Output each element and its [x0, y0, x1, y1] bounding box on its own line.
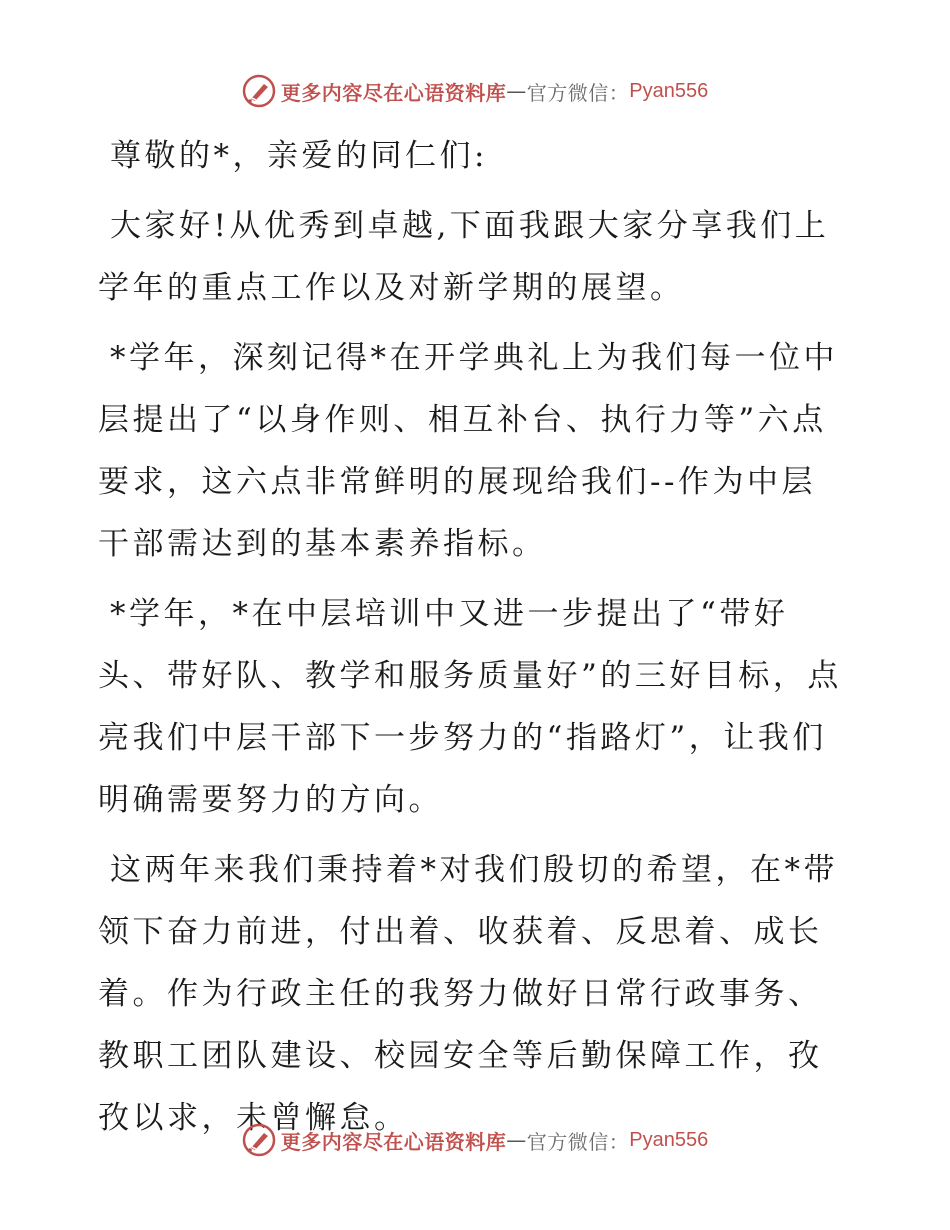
banner-suffix: 官方微信： — [526, 1129, 630, 1154]
paragraph-1 — [98, 195, 850, 319]
document-body — [98, 125, 850, 1157]
paragraph-text: *学年，*在中层培训中又进一步提出了“带好头、带好队、教学和服务质量好”的三好目标，点亮我们中层干部下一步努力的“指路灯”，让我们明确需要努力的方向。 — [98, 596, 842, 818]
footer-banner — [0, 1120, 950, 1160]
greeting-text: 尊敬的*，亲爱的同仁们: — [110, 138, 488, 174]
paragraph-text: *学年，深刻记得*在开学典礼上为我们每一位中层提出了“以身作则、相互补台、执行力等”六点要求，这六点非常鲜明的展现给我们--作为中层干部需达到的基本素养指标。 — [98, 340, 838, 562]
paragraph-text: 大家好!从优秀到卓越,下面我跟大家分享我们上学年的重点工作以及对新学期的展望。 — [98, 208, 830, 306]
banner-account: Pyan556 — [629, 1128, 709, 1151]
greeting — [98, 125, 850, 187]
banner-dash: — — [506, 79, 527, 103]
banner-dash: — — [506, 1128, 527, 1152]
paragraph-3 — [98, 583, 850, 831]
paragraph-2 — [98, 327, 850, 575]
banner-prefix: 更多内容尽在心语资料库 — [280, 1129, 507, 1154]
quill-pen-logo-icon — [242, 74, 276, 108]
paragraph-4 — [98, 839, 850, 1149]
banner-account: Pyan556 — [629, 79, 709, 102]
header-banner — [0, 71, 950, 111]
banner-prefix: 更多内容尽在心语资料库 — [280, 80, 507, 105]
banner-suffix: 官方微信： — [526, 80, 630, 105]
paragraph-text: 这两年来我们秉持着*对我们殷切的希望，在*带领下奋力前进，付出着、收获着、反思着、成长着。作为行政主任的我努力做好日常行政事务、教职工团队建设、校园安全等后勤保障工作，孜孜以求，未曾懈怠。 — [98, 852, 838, 1136]
quill-pen-logo-icon — [242, 1123, 276, 1157]
